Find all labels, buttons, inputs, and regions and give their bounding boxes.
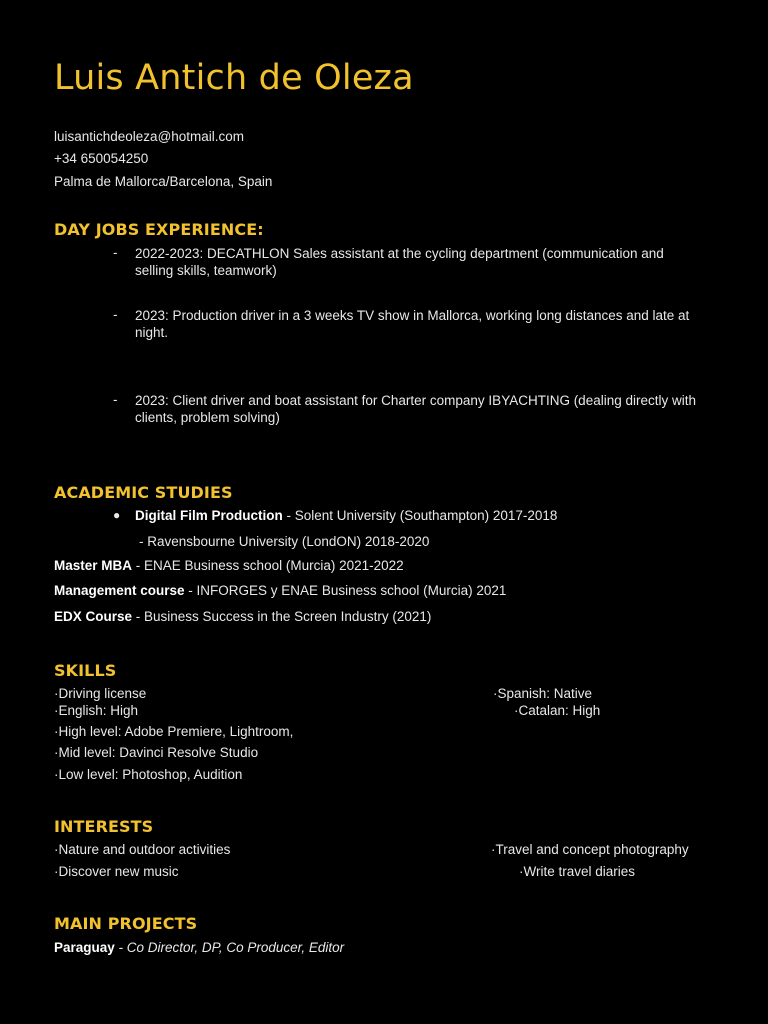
skill-spanish: ·Spanish: Native (493, 686, 593, 701)
interest-music: ·Discover new music (54, 864, 179, 879)
experience-item-1: 2022-2023: DECATHLON Sales assistant at the cycling department (communication and selling skills, teamwork) (135, 246, 664, 278)
experience-heading: DAY JOBS EXPERIENCE: (54, 220, 264, 239)
skill-mid-level: ·Mid level: Davinci Resolve Studio (54, 745, 259, 760)
contact-email: luisantichdeoleza@hotmail.com (54, 129, 245, 144)
academic-heading: ACADEMIC STUDIES (54, 483, 233, 502)
skill-low-level: ·Low level: Photoshop, Audition (54, 767, 243, 782)
interest-nature: ·Nature and outdoor activities (54, 842, 231, 857)
contact-phone: +34 650054250 (54, 151, 149, 166)
management-details: - INFORGES y ENAE Business school (Murcia) 2021 (184, 583, 507, 598)
interests-heading: INTERESTS (54, 817, 154, 836)
edx-title: EDX Course (54, 609, 133, 624)
project-paraguay (54, 940, 344, 955)
degree-details: - Solent University (Southampton) 2017-2018 (282, 508, 558, 523)
skill-driving: ·Driving license (54, 686, 147, 701)
academic-degree-line2: - Ravensbourne University (LondON) 2018-2020 (139, 534, 430, 549)
skills-heading: SKILLS (54, 661, 117, 680)
academic-bullet: ● (113, 508, 121, 522)
edx-details: - Business Success in the Screen Industry (2021) (132, 609, 432, 624)
mba-title: Master MBA (54, 558, 133, 573)
experience-item-2: 2023: Production driver in a 3 weeks TV show in Mallorca, working long distances and late at night. (135, 308, 690, 340)
project-title: Paraguay (54, 940, 115, 955)
degree-title: Digital Film Production (135, 508, 283, 523)
mba-details: - ENAE Business school (Murcia) 2021-2022 (132, 558, 404, 573)
interest-travel: ·Travel and concept photography (491, 842, 689, 857)
academic-mba (54, 558, 404, 573)
experience-bullet: - (113, 245, 118, 260)
academic-edx (54, 609, 431, 624)
skill-english: ·English: High (54, 703, 139, 718)
academic-management (54, 583, 506, 598)
project-roles: - Co Director, DP, Co Producer, Editor (114, 940, 345, 955)
management-title: Management course (54, 583, 185, 598)
experience-item-3: 2023: Client driver and boat assistant for Charter company IBYACHTING (dealing directly with clients, problem solving) (135, 393, 696, 425)
projects-heading: MAIN PROJECTS (54, 914, 198, 933)
skill-high-level: ·High level: Adobe Premiere, Lightroom, (54, 724, 294, 739)
resume-name: Luis Antich de Oleza (54, 58, 414, 98)
experience-bullet: - (113, 307, 118, 322)
interest-diaries: ·Write travel diaries (519, 864, 636, 879)
contact-location: Palma de Mallorca/Barcelona, Spain (54, 174, 273, 189)
experience-bullet: - (113, 392, 118, 407)
skill-catalan: ·Catalan: High (514, 703, 601, 718)
academic-degree (135, 508, 557, 523)
